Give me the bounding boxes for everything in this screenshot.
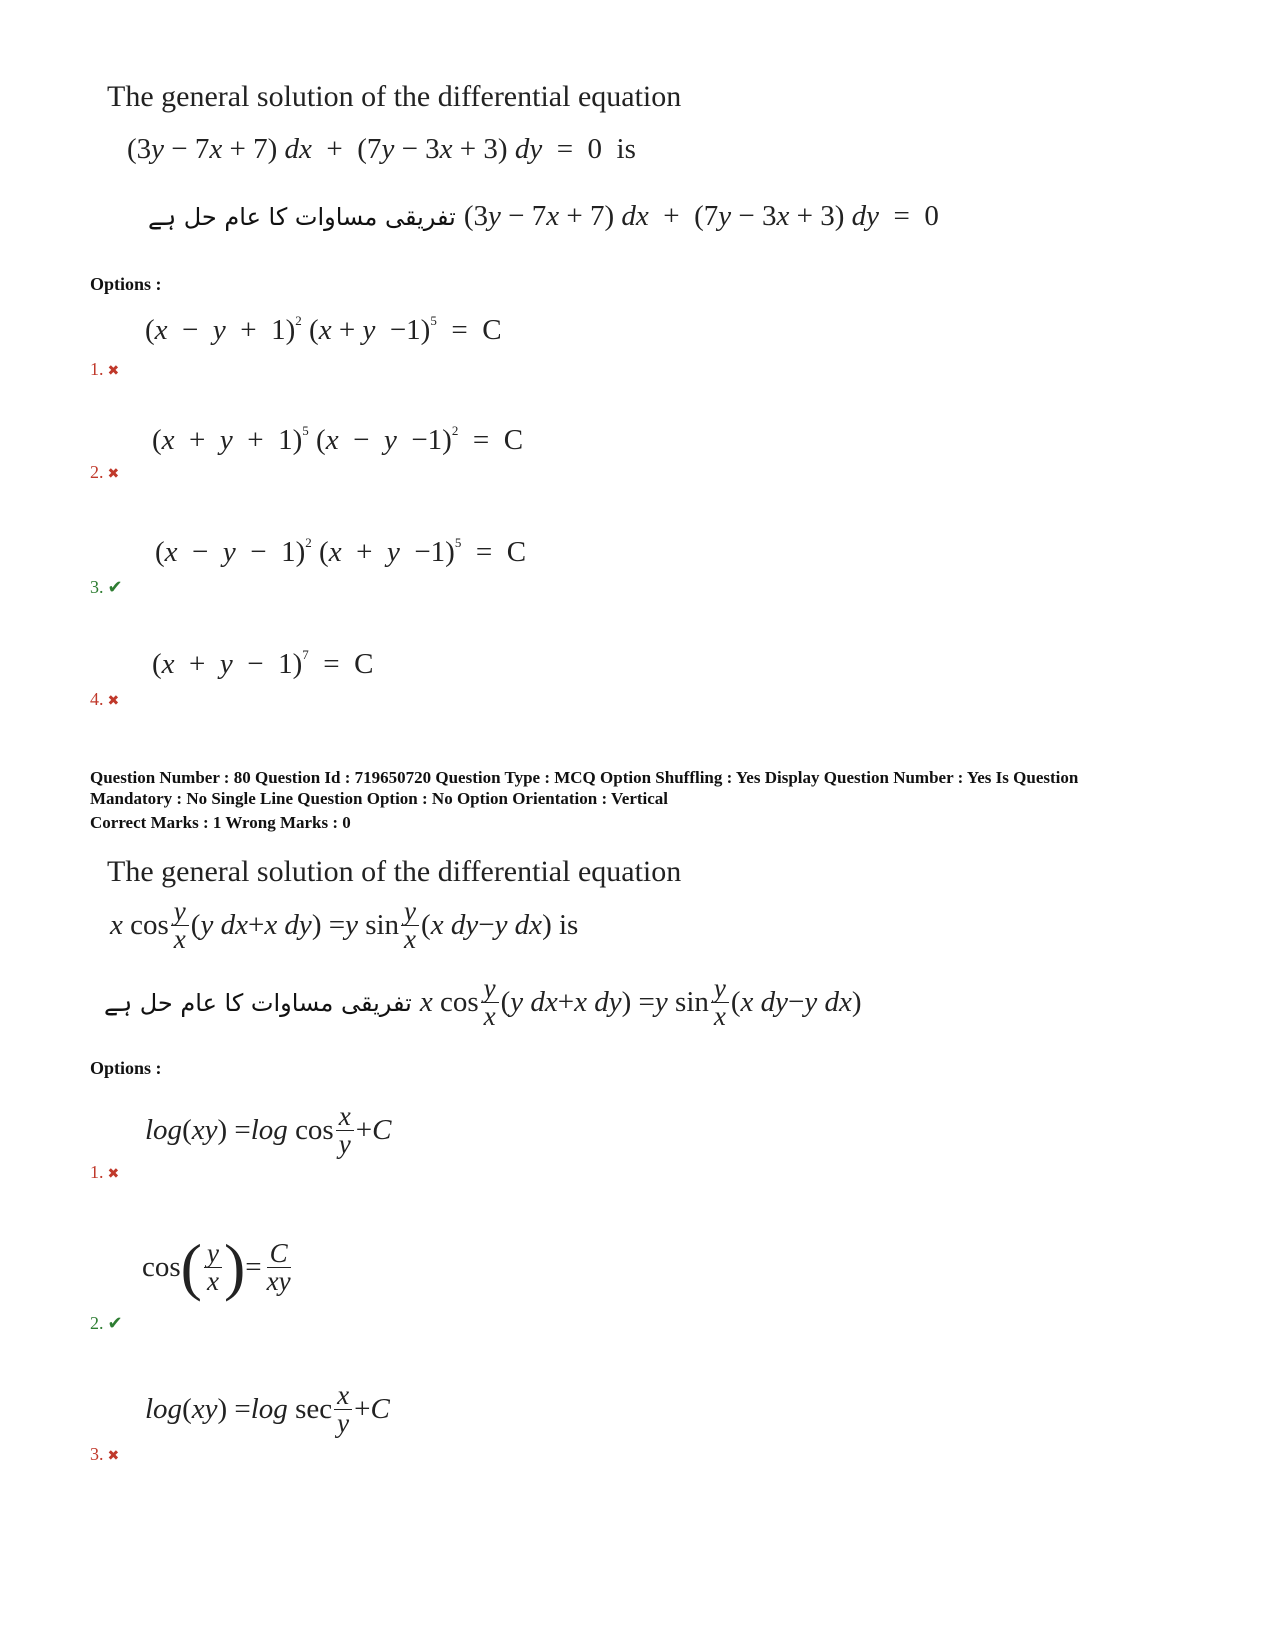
option-1-number: 1. ✖ (90, 1162, 120, 1182)
option-4-number: 4. ✖ (90, 689, 120, 709)
cross-icon: ✖ (107, 467, 120, 482)
cross-icon: ✖ (107, 1449, 120, 1464)
urdu-equation: (3y − 7x + 7) dx + (7y − 3x + 3) dy = 0 (463, 200, 939, 232)
question-stem: The general solution of the differential equation (107, 80, 682, 113)
question-meta: Question Number : 80 Question Id : 719650720 Question Type : MCQ Option Shuffling : Yes Display Question Number : Yes Is Question Mandatory : No Single Line Question Option : No Option Orientation : Vertical (90, 768, 1079, 808)
option-1-formula: $(x - y + 1)^2$ $(x + y -1)^5 = C$ (145, 313, 502, 346)
option-3-formula: log ( xy ) = log sec $\frac{x}{y}$ + C (145, 1380, 390, 1438)
marks-info: Correct Marks : 1 Wrong Marks : 0 (90, 813, 351, 832)
question-equation: x cos $\frac{y}{x}$ ( y dx + x dy ) = y sin $\frac{y}{x}$ ( x dy − y dx ) is (110, 896, 579, 954)
question-stem: The general solution of the differential equation (107, 855, 682, 888)
cross-icon: ✖ (107, 364, 120, 379)
option-1-number: 1. ✖ (90, 359, 120, 379)
check-icon: ✔ (107, 1313, 123, 1333)
option-2-formula: $(x + y + 1)^5$ $(x - y -1)^2 = C$ (152, 423, 524, 456)
option-4-formula: $(x + y - 1)^7 = C$ (152, 647, 374, 680)
options-label: Options : (90, 274, 162, 294)
urdu-text: تفریقی مساوات کا عام حل ہے (104, 988, 412, 1017)
cross-icon: ✖ (107, 694, 120, 709)
option-3-number: 3. ✖ (90, 1444, 120, 1464)
option-2-number: 2. ✖ (90, 462, 120, 482)
check-icon: ✔ (107, 577, 123, 597)
urdu-equation: x cos $\frac{y}{x}$ ( y dx + x dy ) = y sin $\frac{y}{x}$ ( x dy − y dx ) (419, 973, 862, 1031)
option-3-formula: $(x - y - 1)^2$ $(x + y -1)^5 = C$ (155, 535, 527, 568)
urdu-text: تفریقی مساوات کا عام حل ہے (148, 202, 456, 231)
options-label: Options : (90, 1058, 162, 1078)
urdu-question-line (148, 200, 939, 233)
option-2-number: 2. ✔ (90, 1313, 123, 1333)
option-3-number: 3. ✔ (90, 577, 123, 597)
option-2-formula: cos ( $\frac{y}{x}$ ) = $\frac{C}{xy}$ (142, 1231, 291, 1302)
option-1-formula: log ( xy ) = log cos $\frac{x}{y}$ + C (145, 1101, 392, 1159)
urdu-question-line (104, 975, 862, 1030)
cross-icon: ✖ (107, 1167, 120, 1182)
question-equation: (3y − 7x + 7) dx + (7y − 3x + 3) dy = 0 is (127, 133, 636, 165)
